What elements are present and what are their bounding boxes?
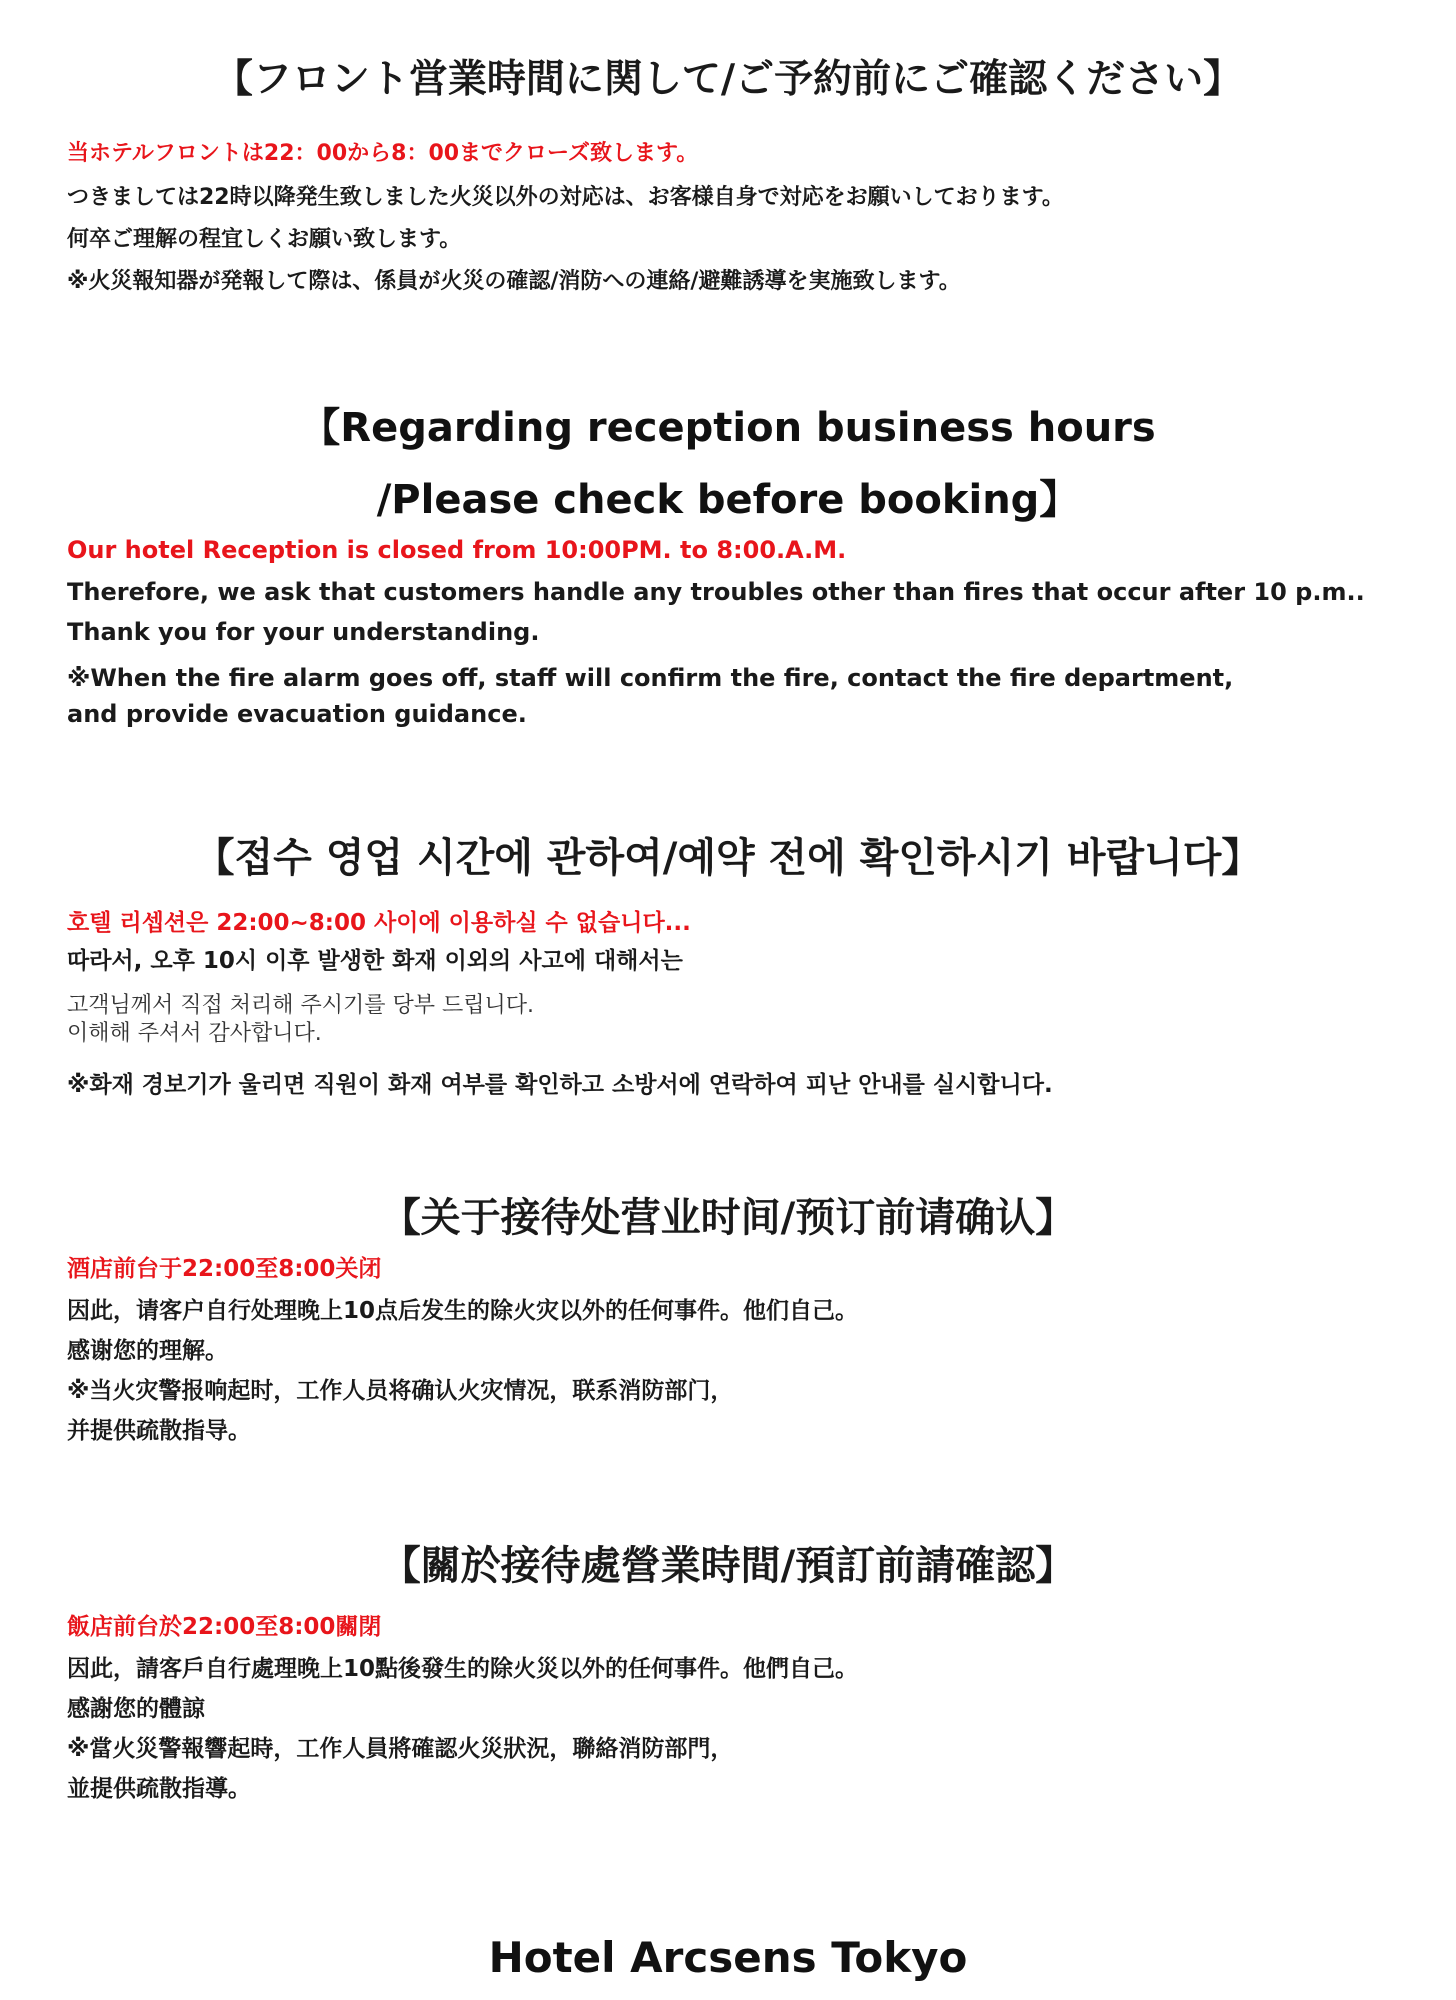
japanese-title: 【フロント営業時間に関して/ご予約前にご確認ください】 [213,57,1243,102]
hotel-name: Hotel Arcsens Tokyo [488,1933,968,1982]
section-japanese [0,52,1456,108]
korean-line-2: 고객님께서 직접 처리해 주시기를 당부 드립니다. [67,993,535,1018]
korean-line-1: 따라서, 오후 10시 이후 발생한 화재 이외의 사고에 대해서는 [67,948,683,974]
japanese-line-3: ※火災報知器が発報して際は、係員が火災の確認/消防への連絡/避難誘導を実施致します。 [67,269,961,294]
section-english [0,392,1456,536]
korean-closed-notice: 호텔 리셉션은 22:00~8:00 사이에 이용하실 수 없습니다... [67,910,691,936]
simplified-chinese-closed-notice: 酒店前台于22:00至8:00关闭 [67,1256,382,1282]
traditional-chinese-closed-notice: 飯店前台於22:00至8:00關閉 [67,1614,382,1640]
english-line-3: ※When the fire alarm goes off, staff will confirm the fire, contact the fire department, [67,664,1234,692]
korean-line-4: ※화재 경보기가 울리면 직원이 화재 여부를 확인하고 소방서에 연락하여 피난 안내를 실시합니다. [67,1072,1053,1098]
english-title-line-2: /Please check before booking】 [376,477,1080,523]
japanese-closed-notice: 当ホテルフロントは22：00から8：00までクローズ致します。 [67,141,699,166]
simplified-chinese-line-2: 感谢您的理解。 [67,1338,228,1364]
english-line-4: and provide evacuation guidance. [67,700,527,728]
korean-line-3: 이해해 주셔서 감사합니다. [67,1021,322,1046]
traditional-chinese-line-3: ※當火災警報響起時，工作人員將確認火災狀況，聯絡消防部門， [67,1736,734,1762]
traditional-chinese-line-2: 感謝您的體諒 [67,1696,205,1722]
traditional-chinese-line-4: 並提供疏散指導。 [67,1776,251,1802]
simplified-chinese-line-1: 因此，请客户自行处理晚上10点后发生的除火灾以外的任何事件。他们自己。 [67,1298,859,1324]
section-korean [0,830,1456,886]
section-simplified-chinese [0,1190,1456,1246]
traditional-chinese-title: 【關於接待處營業時間/預訂前請確認】 [380,1543,1076,1589]
english-closed-notice: Our hotel Reception is closed from 10:00PM. to 8:00.A.M. [67,536,847,564]
english-title-line-1: 【Regarding reception business hours [300,405,1156,451]
english-line-2: Thank you for your understanding. [67,618,540,646]
traditional-chinese-line-1: 因此，請客戶自行處理晚上10點後發生的除火災以外的任何事件。他們自己。 [67,1656,859,1682]
section-traditional-chinese [0,1538,1456,1594]
korean-title: 【접수 영업 시간에 관하여/예약 전에 확인하시기 바랍니다】 [194,835,1262,881]
english-line-1: Therefore, we ask that customers handle any troubles other than fires that occur after 10 p.m.. [67,578,1365,606]
japanese-line-2: 何卒ご理解の程宜しくお願い致します。 [67,227,462,252]
japanese-line-1: つきましては22時以降発生致しました火災以外の対応は、お客様自身で対応をお願いしております。 [67,185,1064,210]
simplified-chinese-line-4: 并提供疏散指导。 [67,1418,251,1444]
simplified-chinese-line-3: ※当火灾警报响起时，工作人员将确认火灾情况，联系消防部门， [67,1378,734,1404]
simplified-chinese-title: 【关于接待处营业时间/预订前请确认】 [380,1195,1076,1241]
